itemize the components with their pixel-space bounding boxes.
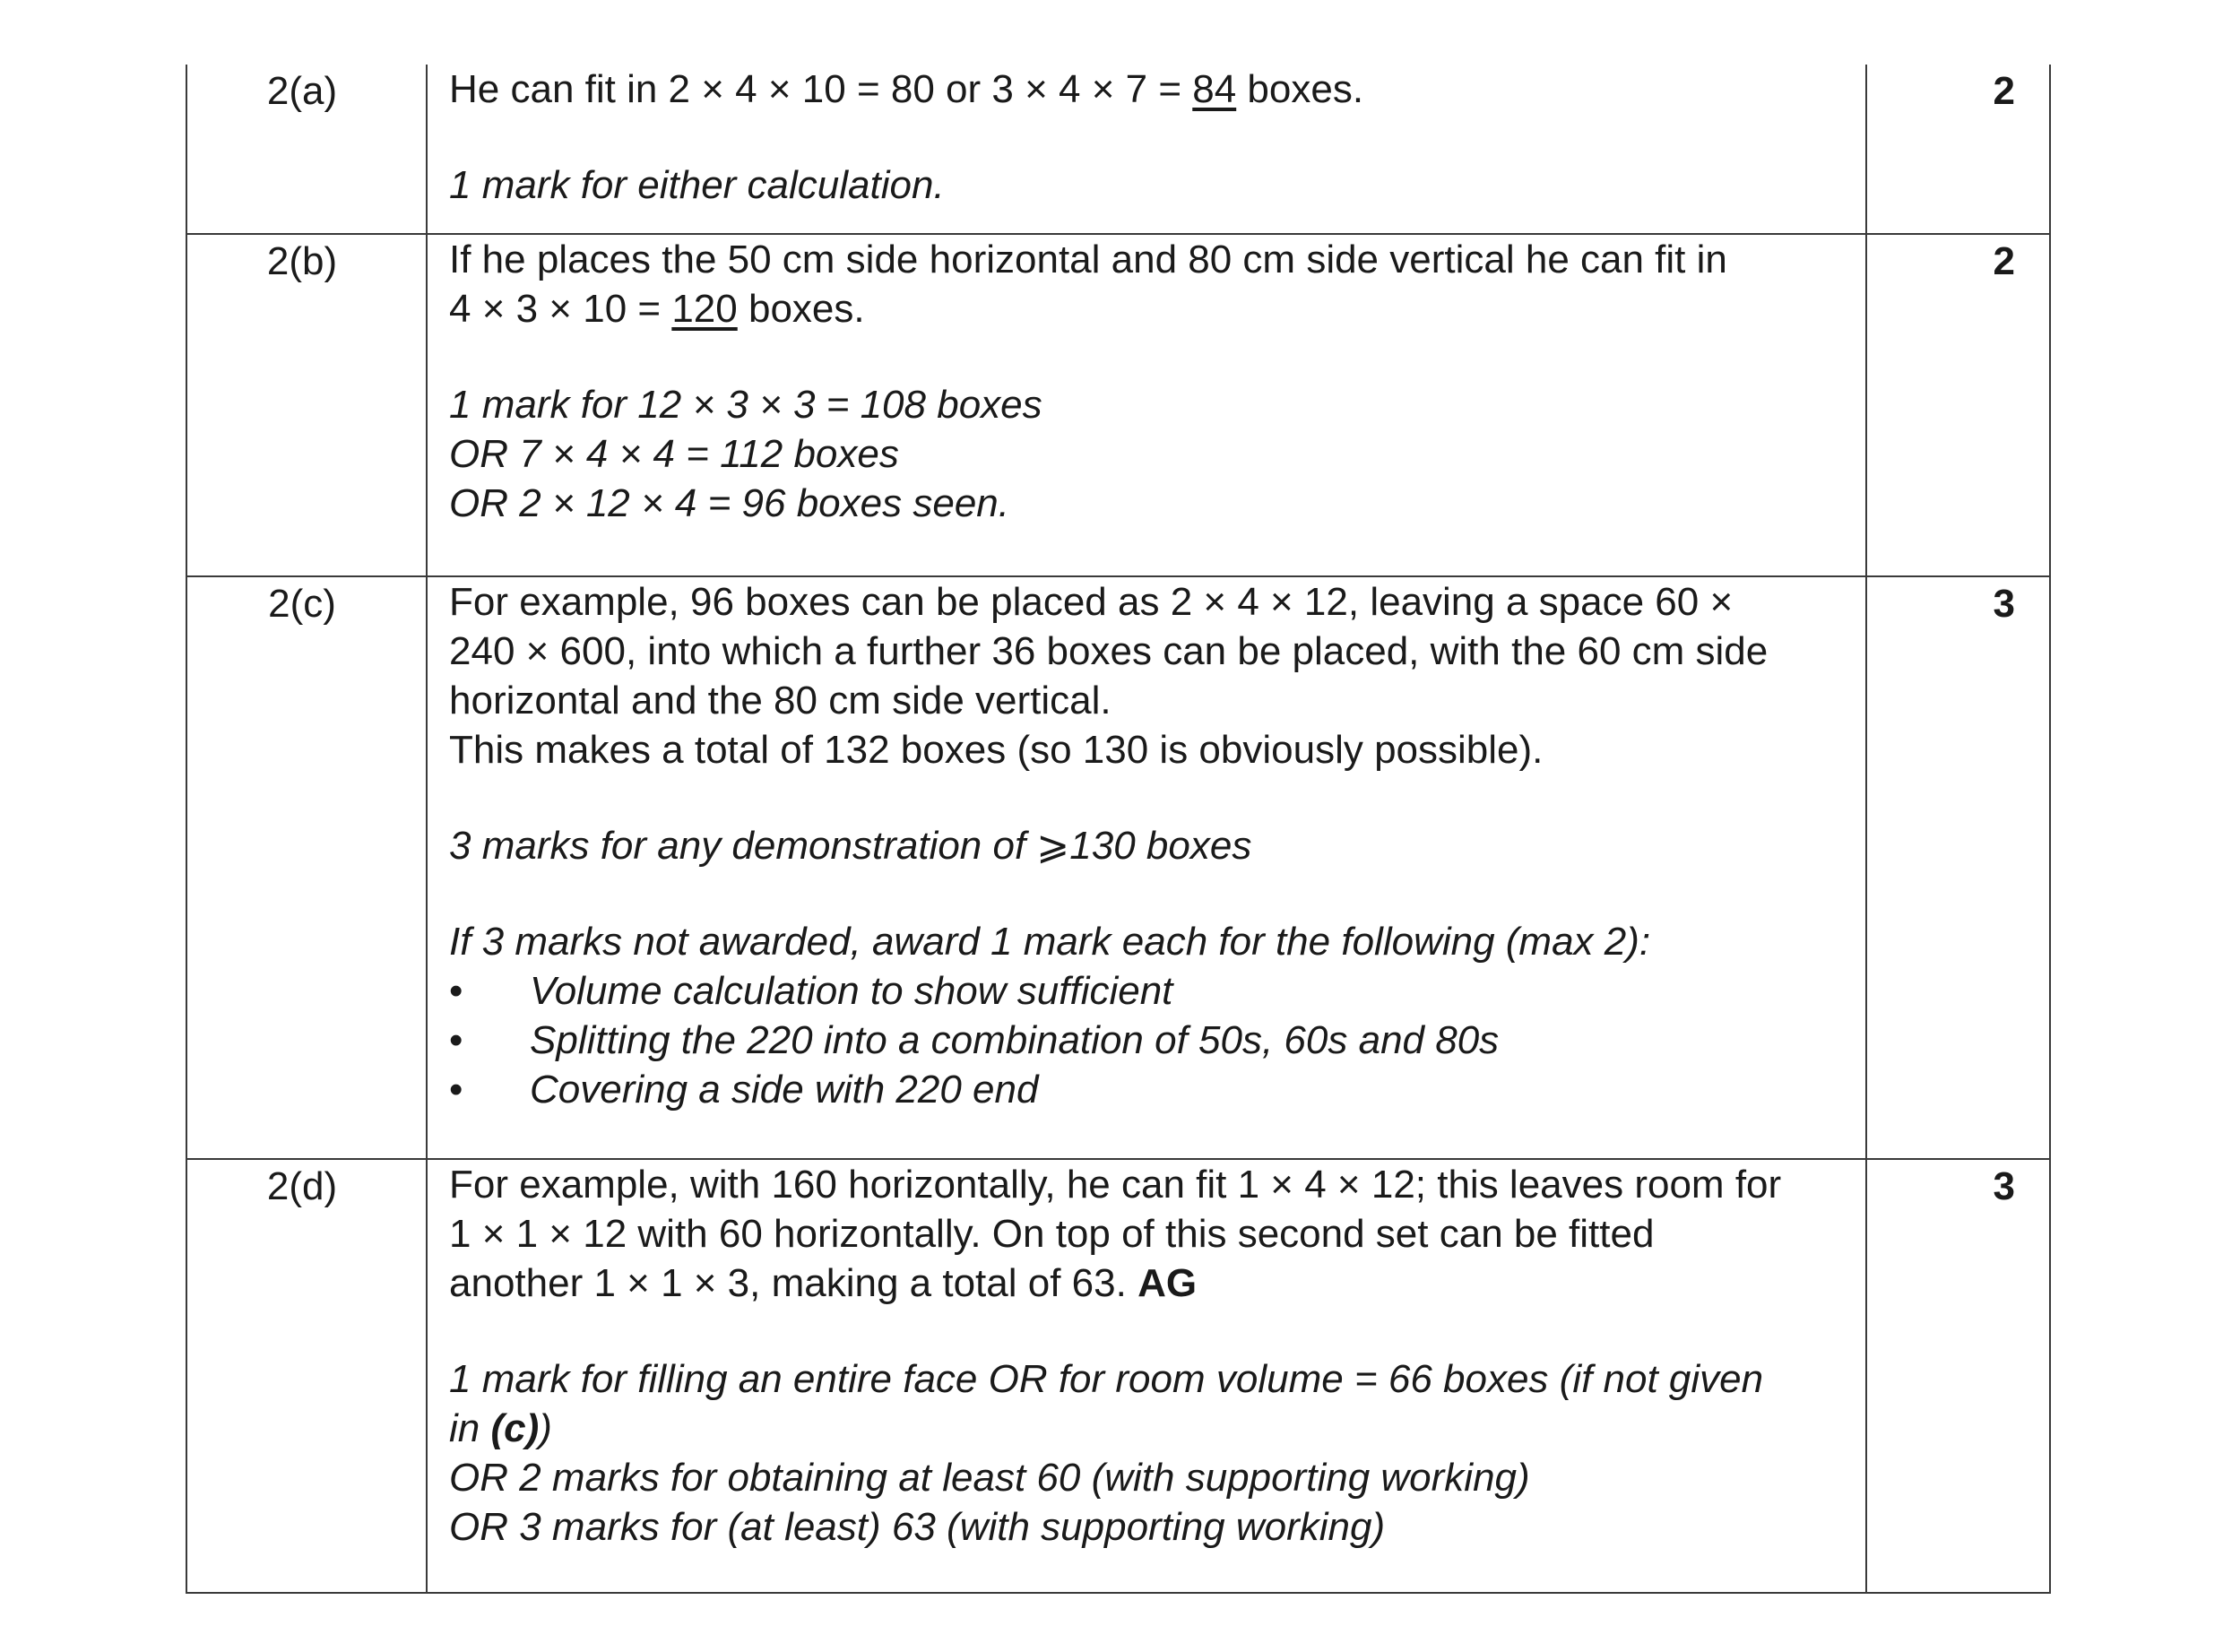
table-row [186,1159,2050,1593]
underlined-answer: 84 [1192,67,1237,111]
marks-cell [1866,576,2050,1159]
mark-scheme-table [186,65,2051,1594]
answer-cell [427,1159,1866,1593]
answer-line: 240 × 600, into which a further 36 boxes can be placed, with the 60 cm side [449,629,1769,673]
marking-note: 1 mark for filling an entire face OR for room volume = 66 boxes (if not given [449,1357,1764,1401]
answer-text: another 1 × 1 × 3, making a total of 63. [449,1261,1138,1305]
list-item [449,1016,1853,1065]
question-cell [186,234,427,576]
answer-text: 4 × 3 × 10 = [449,287,672,331]
table-row [186,65,2050,234]
part-reference: (c) [490,1406,540,1450]
question-label: 2(c) [268,582,336,626]
bullet-icon: • [449,1068,463,1111]
answer-text: boxes. [737,287,865,331]
note-text: ) [539,1406,552,1450]
answer-text: boxes. [1236,67,1364,111]
answer-cell [427,576,1866,1159]
marks-value: 3 [1993,582,2015,626]
answer-line [449,65,1853,114]
marks-cell [1866,65,2050,234]
marking-note [449,1404,1853,1453]
marks-cell [1866,234,2050,576]
answer-line: This makes a total of 132 boxes (so 130 is obviously possible). [449,728,1544,772]
marking-note: OR 7 × 4 × 4 = 112 boxes [449,432,899,476]
list-item-text: Volume calculation to show sufficient [530,969,1173,1013]
answer-line [449,284,1853,333]
question-label: 2(a) [266,69,338,113]
note-text: in [449,1406,491,1450]
question-cell [186,1159,427,1593]
answer-text: He can fit in 2 × 4 × 10 = 80 or 3 × 4 × 7 = [449,67,1193,111]
answer-given-tag: AG [1137,1261,1198,1305]
answer-line: 1 × 1 × 12 with 60 horizontally. On top of this second set can be fitted [449,1212,1655,1256]
marking-note: OR 2 × 12 × 4 = 96 boxes seen. [449,481,1009,525]
marks-value: 2 [1993,69,2015,113]
bullet-icon: • [449,1018,463,1062]
question-label: 2(d) [266,1164,338,1208]
answer-line: For example, with 160 horizontally, he can fit 1 × 4 × 12; this leaves room for [449,1163,1782,1207]
marking-note: 3 marks for any demonstration of ⩾130 boxes [449,824,1252,868]
marks-value: 3 [1993,1164,2015,1208]
marking-note: 1 mark for 12 × 3 × 3 = 108 boxes [449,383,1042,427]
bullet-icon: • [449,969,463,1013]
table-row [186,234,2050,576]
question-label: 2(b) [266,239,338,283]
question-cell [186,65,427,234]
answer-line: If he places the 50 cm side horizontal and 80 cm side vertical he can fit in [449,238,1727,281]
list-item [449,1065,1853,1114]
marking-note: OR 2 marks for obtaining at least 60 (with supporting working) [449,1456,1530,1500]
answer-cell [427,65,1866,234]
answer-cell [427,234,1866,576]
list-item-text: Covering a side with 220 end [530,1068,1039,1111]
marks-cell [1866,1159,2050,1593]
list-item [449,966,1853,1016]
answer-line: For example, 96 boxes can be placed as 2 × 4 × 12, leaving a space 60 × [449,580,1734,624]
list-item-text: Splitting the 220 into a combination of 50s, 60s and 80s [530,1018,1500,1062]
marking-note: 1 mark for either calculation. [449,163,945,207]
underlined-answer: 120 [671,287,738,331]
answer-line [449,1258,1853,1308]
marking-note: OR 3 marks for (at least) 63 (with supporting working) [449,1505,1386,1549]
criteria-list [449,966,1853,1114]
marking-note: If 3 marks not awarded, award 1 mark each for the following (max 2): [449,920,1651,964]
answer-line: horizontal and the 80 cm side vertical. [449,679,1112,722]
marks-value: 2 [1993,239,2015,283]
table-row [186,576,2050,1159]
question-cell [186,576,427,1159]
